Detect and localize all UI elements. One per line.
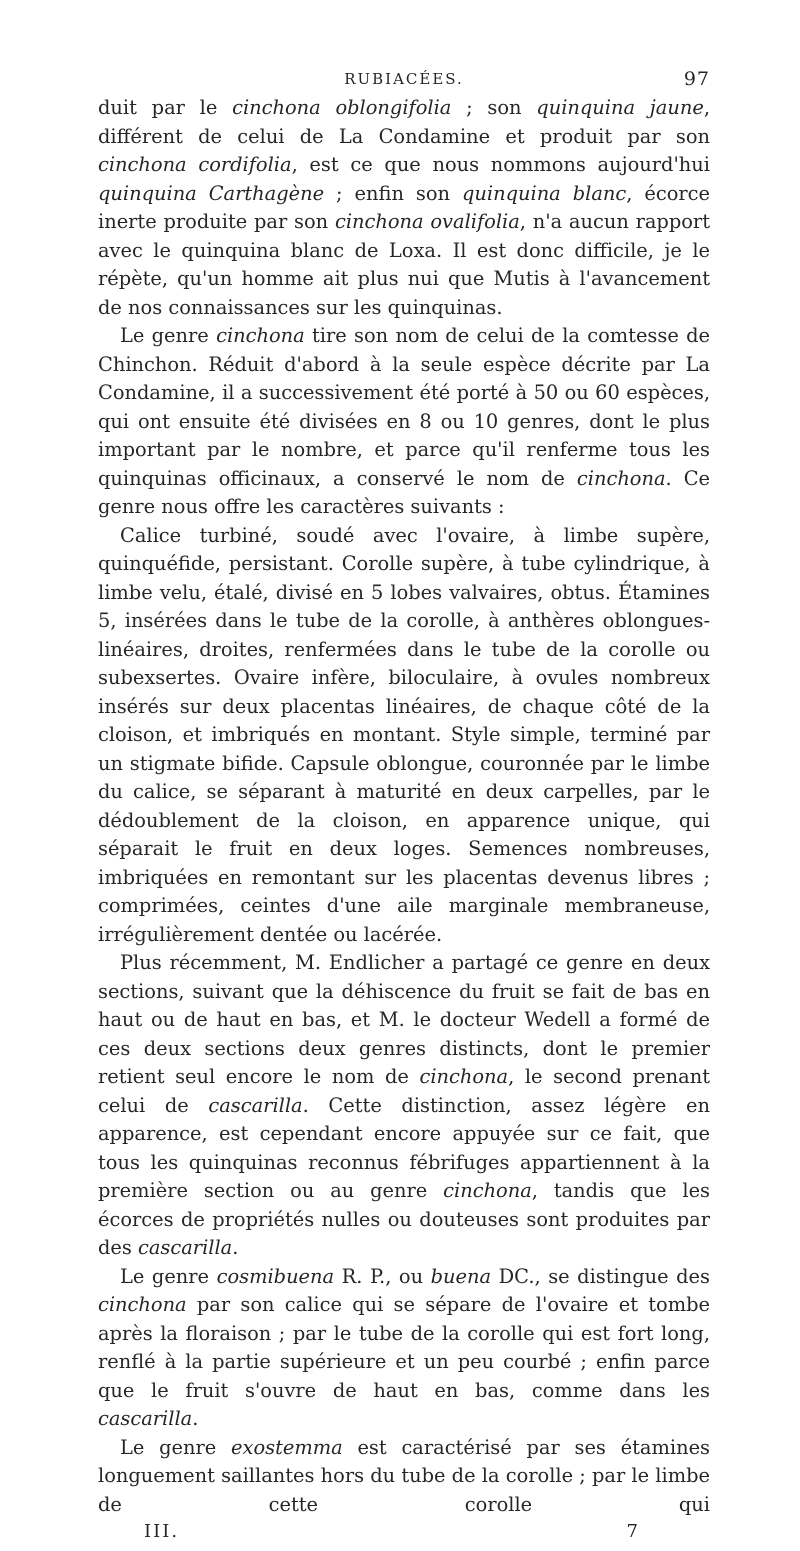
text-run: , le second prenant celui de (98, 1065, 711, 1117)
sheet-number: 7 (626, 1521, 638, 1542)
italic-term: cinchona ovalifolia (334, 210, 520, 233)
text-run: , est ce que nous nommons aujourd'hui (291, 153, 710, 176)
body-paragraph (98, 1263, 710, 1434)
text-run: . (192, 1407, 199, 1430)
text-run: par son calice qui se sépare de l'ovaire et tombe après la floraison ; par le tube de la corolle qui est fort long, renflé à la partie supérieure et un peu courbé ; enfin parce que le fruit s'ouvre de haut en bas, comme dans les (98, 1293, 710, 1402)
signature-mark: III. (144, 1521, 180, 1542)
body-paragraph (98, 1434, 710, 1520)
italic-term: cinchona oblongifolia (232, 96, 452, 119)
italic-term: cinchona (98, 1293, 187, 1316)
italic-term: cinchona cordifolia (98, 153, 292, 176)
text-run: Le genre (120, 1435, 232, 1459)
page-number: 97 (683, 68, 710, 90)
body-text (98, 94, 710, 1519)
text-run: tire son nom de celui de la comtesse de Chinchon. Réduit d'abord à la seule espèce décrite par La Condamine, il a successivement été porté à 50 ou 60 espèces, qui ont ensuite été divisées en 8 ou 10 genres, dont le plus important par le nombre, et parce qu'il renferme tous les quinquinas officinaux, a conservé le nom de (98, 324, 710, 490)
italic-term: exostemma (231, 1435, 343, 1459)
italic-term: cinchona (576, 466, 666, 490)
page-footer (98, 1521, 710, 1551)
italic-term: cinchona (443, 1179, 532, 1202)
text-run: R. P., ou (334, 1264, 431, 1288)
text-run: est caractérisé par ses étamines longuement saillantes hors du tube de la corolle ; par le limbe de cette corolle qui (98, 1435, 710, 1516)
text-run: Le genre (120, 324, 217, 347)
italic-term: quinquina jaune (536, 96, 704, 119)
text-run: DC., se distingue des (491, 1264, 710, 1288)
italic-term: cascarilla (208, 1093, 303, 1117)
body-paragraph (98, 522, 710, 950)
body-paragraph (98, 949, 710, 1263)
running-head (98, 58, 710, 94)
text-run: duit par le (98, 96, 233, 119)
text-run: , écorce inerte produite par son (98, 181, 710, 233)
italic-term: cinchona (419, 1065, 509, 1088)
text-run: Plus récemment, M. Endlicher a partagé ce genre en deux sections, suivant que la déhiscence du fruit se fait de bas en haut ou de haut en bas, et M. le docteur Wedell a formé de ces deux sections deux genres distincts, dont le premier retient seul encore le nom de (98, 951, 710, 1088)
running-title: RUBIACÉES. (344, 70, 464, 88)
body-paragraph (98, 322, 710, 522)
italic-term: quinquina Carthagène (98, 181, 325, 205)
body-paragraph (98, 94, 710, 322)
text-run: ; enfin son (324, 181, 462, 205)
italic-term: cascarilla (138, 1236, 233, 1259)
text-run: . Ce genre nous offre les caractères suivants : (98, 466, 711, 518)
text-run: Calice turbiné, soudé avec l'ovaire, à limbe supère, quinquéfide, persistant. Corolle supère, à tube cylindrique, à limbe velu, étalé, divisé en 5 lobes valvaires, obtus. Étamines 5, insérées dans le tube de la corolle, à anthères oblongues-linéaires, droites, renfermées dans le tube de la corolle ou subexsertes. Ovaire infère, biloculaire, à ovules nombreux insérés sur deux placentas linéaires, de chaque côté de la cloison, et imbriqués en montant. Style simple, terminé par un stigmate bifide. Capsule oblongue, couronnée par le limbe du calice, se séparant à maturité en deux carpelles, par le dédoublement de la cloison, en apparence unique, qui séparait le fruit en deux loges. Semences nombreuses, imbriquées en remontant sur les placentas devenus libres ; comprimées, ceintes d'une aile marginale membraneuse, irrégulièrement dentée ou lacérée. (98, 523, 710, 946)
italic-term: cinchona (216, 324, 305, 347)
text-run: , différent de celui de La Condamine et produit par son (98, 96, 710, 148)
book-page (98, 58, 710, 1551)
italic-term: buena (430, 1264, 492, 1288)
text-run: Le genre (120, 1264, 217, 1288)
italic-term: cascarilla (98, 1407, 193, 1430)
text-run: . (232, 1236, 239, 1259)
text-run: ; son (451, 96, 537, 119)
text-run: . Cette distinction, assez légère en apparence, est cependant encore appuyée sur ce fait, que tous les quinquinas reconnus fébrifuges appartiennent à la première section ou au genre (98, 1093, 710, 1202)
italic-term: cosmibuena (216, 1264, 335, 1288)
italic-term: quinquina blanc (462, 181, 627, 205)
text-run: , n'a aucun rapport avec le quinquina blanc de Loxa. Il est donc difficile, je le répète, qu'un homme ait plus nui que Mutis à l'avancement de nos connaissances sur les quinquinas. (98, 210, 710, 319)
text-run: , tandis que les écorces de propriétés nulles ou douteuses sont produites par des (98, 1179, 710, 1259)
